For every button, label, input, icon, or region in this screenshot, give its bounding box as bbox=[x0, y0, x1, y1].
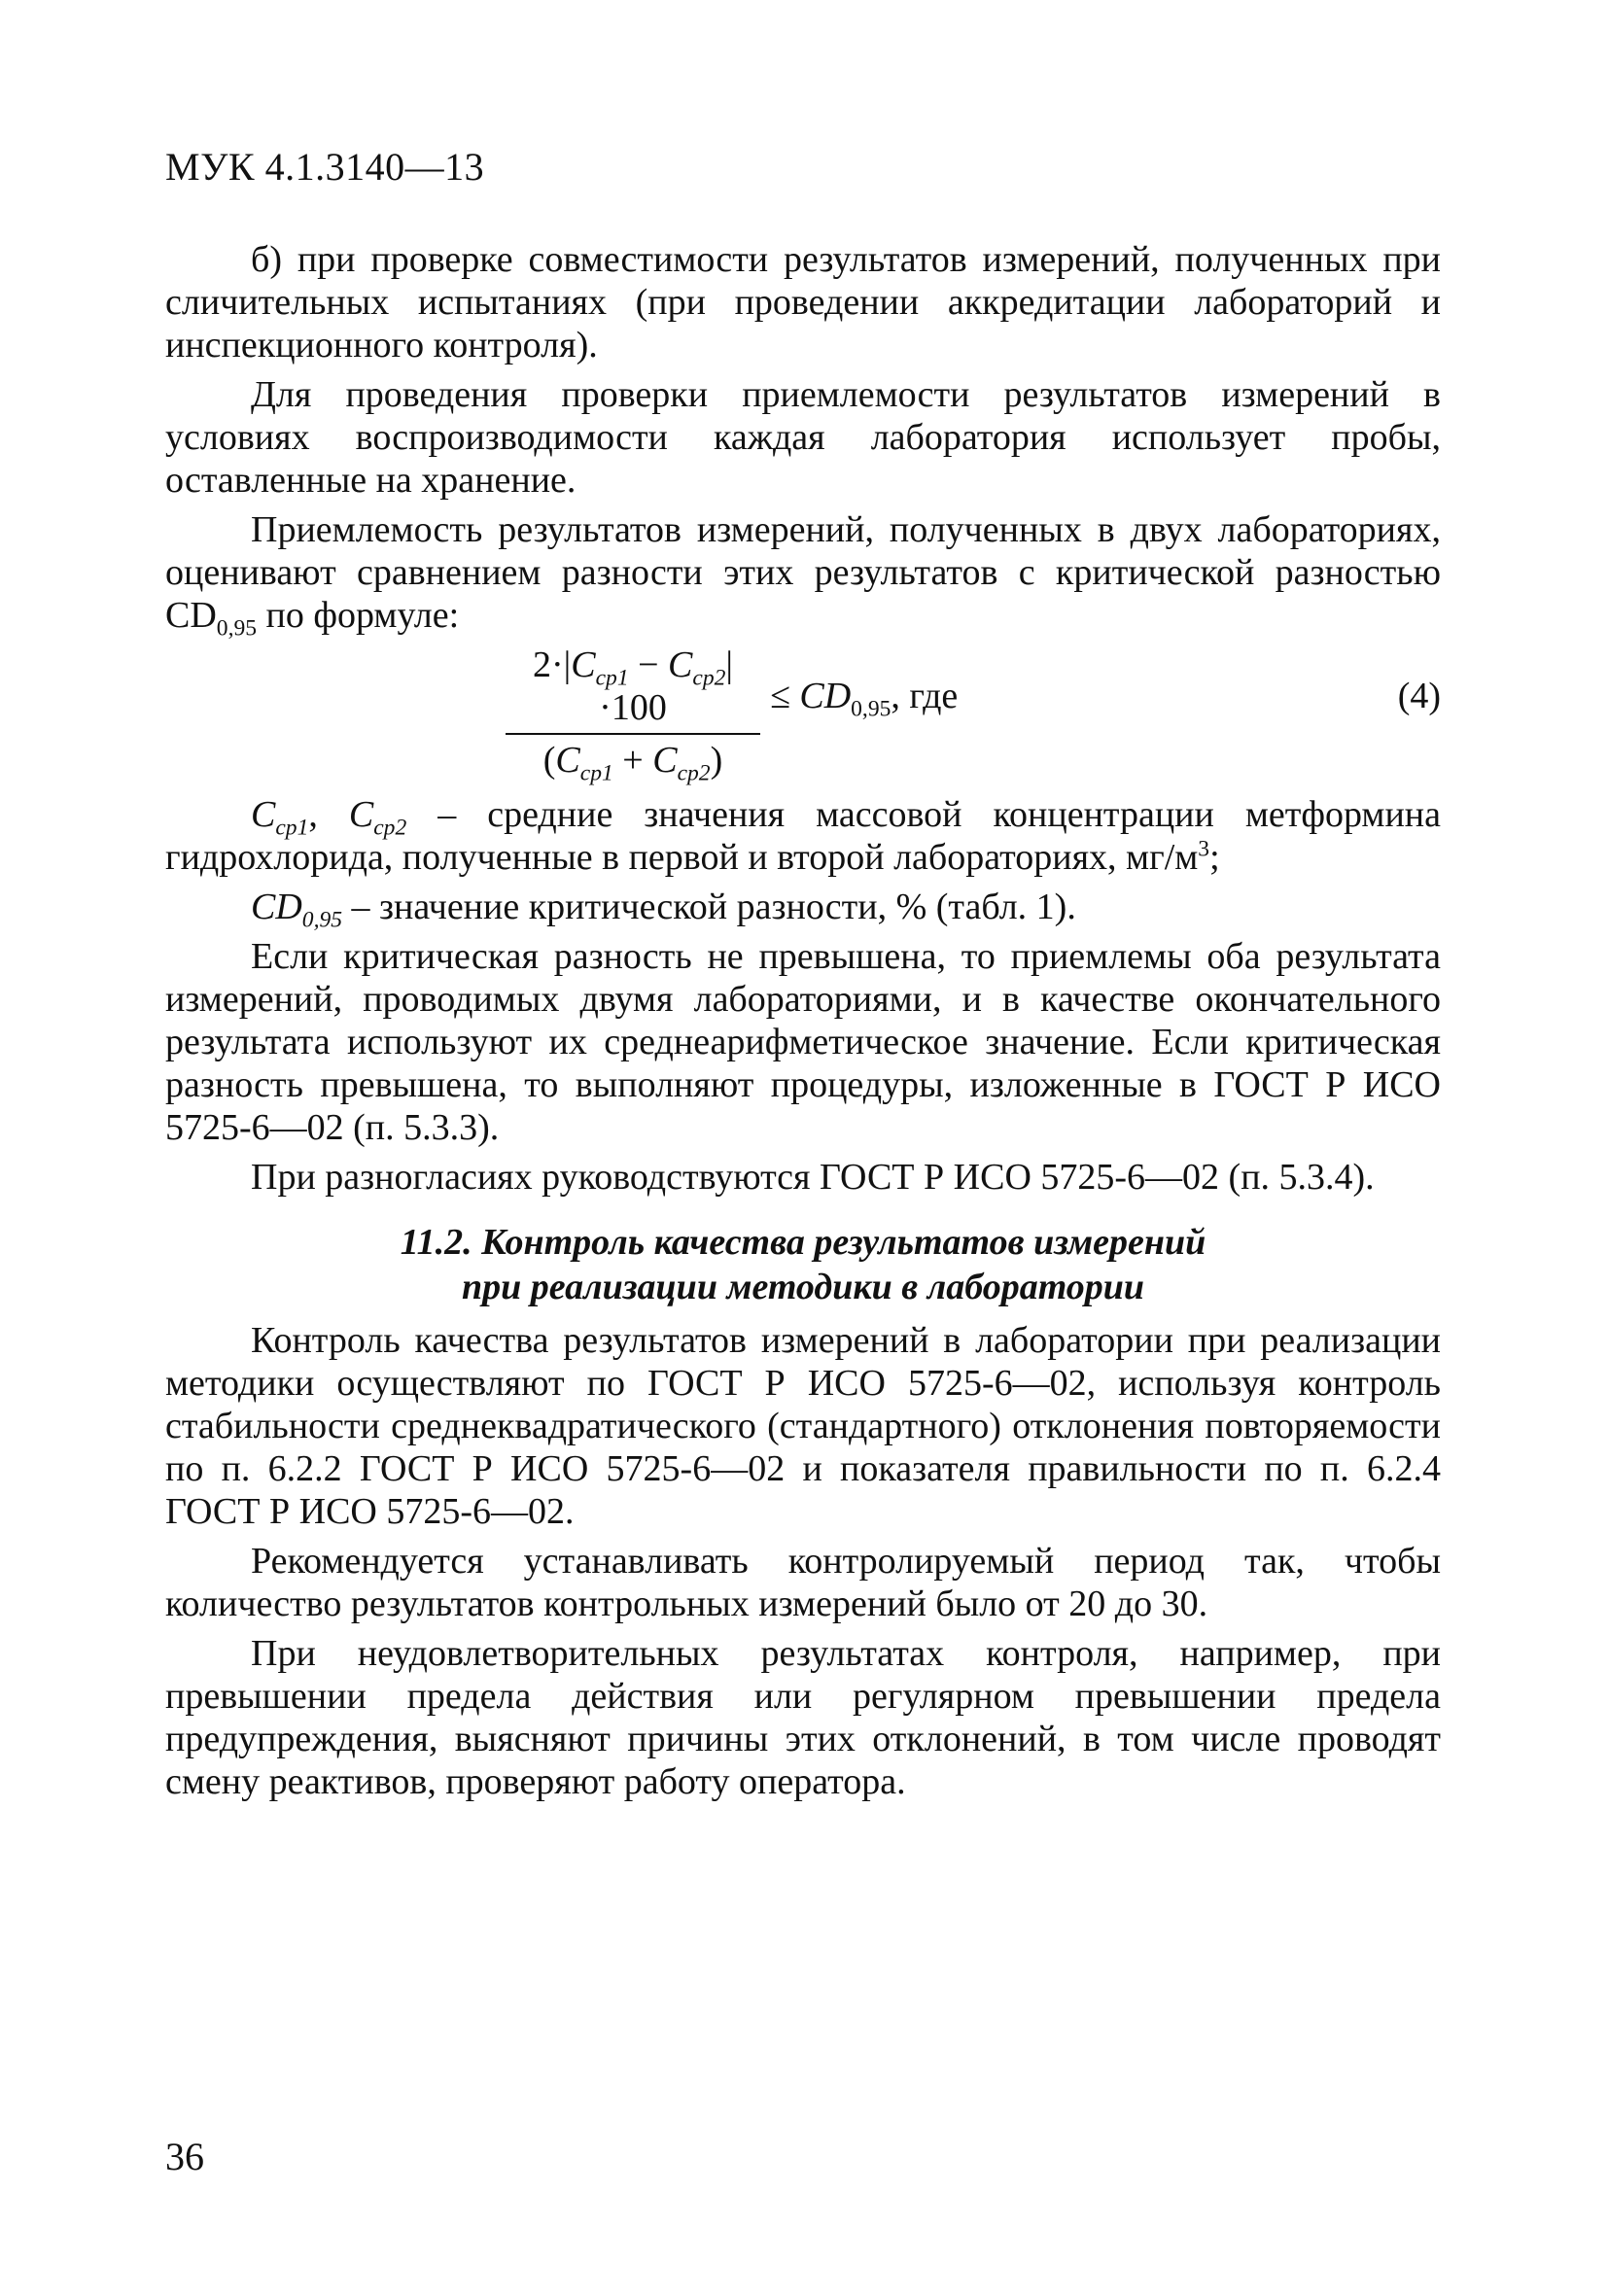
formula-intro-paragraph bbox=[165, 508, 1441, 642]
paragraph: При неудовлетворительных результатах контроля, например, при превышении предела действия или регулярном превышении предела предупреждения, выясняют причины этих отклонений, в том числе проводят смену реактивов, проверяют работу оператора. bbox=[165, 1633, 1441, 1802]
formula-numerator: $2\cdot|C_{ср1} - C_{ср2}|\cdot 100$ bbox=[506, 644, 760, 735]
document-code: МУК 4.1.3140—13 bbox=[165, 145, 485, 189]
formula-intro-text: Приемлемость результатов измерений, полученных в двух лабораториях, оценивают сравнением разности этих результатов с критической разностью CD bbox=[165, 509, 1441, 636]
page-body bbox=[165, 238, 1441, 1810]
section-heading-line: 11.2. Контроль качества результатов измерений bbox=[400, 1222, 1206, 1263]
formula-number: (4) bbox=[1397, 676, 1441, 716]
formula-denominator: $(C_{ср1} + C_{ср2})$ bbox=[542, 740, 723, 786]
paragraph: Контроль качества результатов измерений в лаборатории при реализации методики осуществляют по ГОСТ Р ИСО 5725-6—02, используя контроль стабильности среднеквадратического (стандартного) отклонения повторяемости по п. 6.2.2 ГОСТ Р ИСО 5725-6—02 и показателя правильности по п. 6.2.4 ГОСТ Р ИСО 5725-6—02. bbox=[165, 1320, 1441, 1532]
paragraph: Если критическая разность не превышена, то приемлемы оба результата измерений, проводимых двумя лабораториями, и в качестве окончательного результата используют их среднеарифметическое значение. Если критическая разность превышена, то выполняют процедуры, изложенные в ГОСТ Р ИСО 5725-6—02 (п. 5.3.3). bbox=[165, 936, 1441, 1148]
paragraph: б) при проверке совместимости результатов измерений, полученных при сличительных испытаниях (при проведении аккредитации лабораторий и инспекционного контроля). bbox=[165, 239, 1441, 365]
paragraph: Для проведения проверки приемлемости результатов измерений в условиях воспроизводимости каждая лаборатория использует пробы, оставленные на хранение. bbox=[165, 374, 1441, 501]
formula bbox=[165, 644, 1441, 786]
formula-intro-sub: 0,95 bbox=[216, 615, 258, 642]
definition-c: $C_{ср1}$, $C_{ср2}$ – средние значения массовой концентрации метформина гидрохлорида, полученные в первой и второй лабораториях, $мг/м^3$; bbox=[165, 794, 1441, 878]
definition-cd: $CD_{0,95}$ – значение критической разности, % (табл. 1). bbox=[251, 887, 1076, 933]
paragraph: При разногласиях руководствуются ГОСТ Р ИСО 5725-6—02 (п. 5.3.4). bbox=[251, 1157, 1375, 1198]
formula-relation: ≤ $CD_{0,95}$, где bbox=[770, 676, 959, 722]
formula-intro-after: по формуле: bbox=[257, 595, 460, 636]
section-heading bbox=[165, 1220, 1441, 1309]
formula-fraction bbox=[506, 644, 760, 786]
section-heading-line: при реализации методики в лаборатории bbox=[461, 1267, 1145, 1307]
paragraph: Рекомендуется устанавливать контролируемый период так, чтобы количество результатов контрольных измерений было от 20 до 30. bbox=[165, 1541, 1441, 1624]
page-number: 36 bbox=[165, 2135, 204, 2178]
